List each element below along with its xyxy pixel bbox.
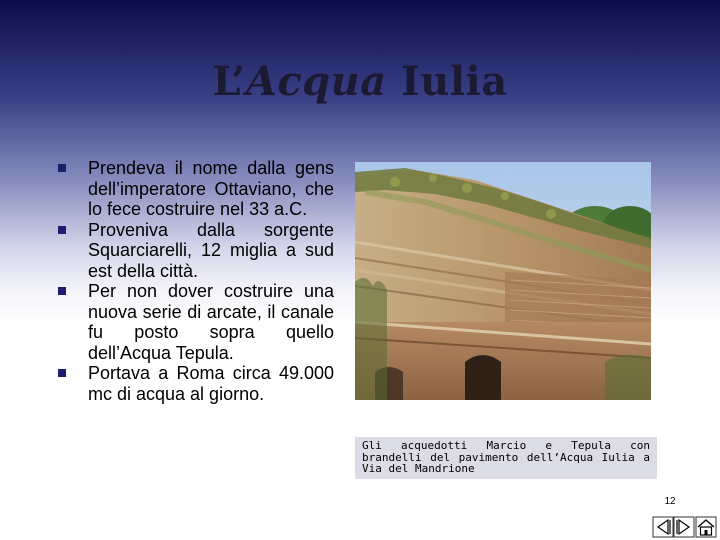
home-icon[interactable] — [696, 517, 716, 537]
slide-title — [0, 58, 720, 105]
previous-slide-icon[interactable] — [653, 517, 673, 537]
slide-navigation — [652, 516, 718, 538]
bullet-item — [58, 220, 334, 282]
title-suffix: Iulia — [386, 58, 508, 105]
square-bullet-icon — [58, 369, 66, 377]
bullet-text: Prendeva il nome dalla gens dell’imperatore Ottaviano, che lo fece costruire nel 33 a.C. — [88, 158, 334, 219]
bullet-item — [58, 363, 334, 404]
bullet-list — [58, 158, 334, 404]
page-number: 12 — [664, 496, 676, 507]
bullet-text: Portava a Roma circa 49.000 mc di acqua al giorno. — [88, 363, 334, 404]
title-prefix: L’ — [212, 58, 246, 105]
photo-caption: Gli acquedotti Marcio e Tepula con brandelli del pavimento dell’Acqua Iulia a Via del Mandrione — [355, 437, 657, 479]
bullet-text: Per non dover costruire una nuova serie di arcate, il canale fu posto sopra quello dell’Acqua Tepula. — [88, 281, 334, 363]
next-slide-icon[interactable] — [674, 517, 694, 537]
aqueduct-photo — [355, 162, 651, 400]
square-bullet-icon — [58, 287, 66, 295]
title-italic: Acqua — [245, 58, 387, 105]
bullet-item — [58, 158, 334, 220]
square-bullet-icon — [58, 226, 66, 234]
bullet-text: Proveniva dalla sorgente Squarciarelli, 12 miglia a sud est della città. — [88, 219, 334, 281]
bullet-item — [58, 281, 334, 363]
square-bullet-icon — [58, 164, 66, 172]
